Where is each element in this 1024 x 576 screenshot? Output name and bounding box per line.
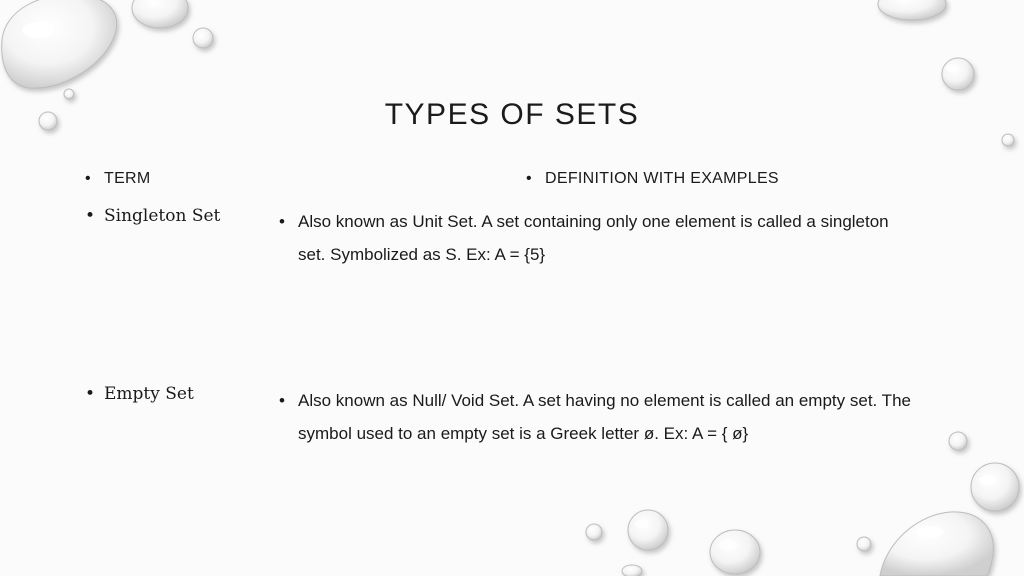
drop-right-2 xyxy=(1002,134,1014,146)
term-label: Empty Set xyxy=(104,384,194,404)
bullet-icon: • xyxy=(526,170,532,187)
drop-bottom-5 xyxy=(622,565,642,576)
definition-header-label: DEFINITION WITH EXAMPLES xyxy=(545,170,779,187)
drop-right-1 xyxy=(942,58,974,90)
drop-bottom-4 xyxy=(857,537,871,551)
definition-singleton-set xyxy=(279,205,918,271)
drop-right-4 xyxy=(971,463,1019,511)
definition-text: Also known as Unit Set. A set containing only one element is called a singleton set. Symbolized as S. Ex: A = {5} xyxy=(298,212,889,264)
drop-bottom-3 xyxy=(710,530,760,574)
bullet-icon: • xyxy=(85,170,91,187)
term-header-label: TERM xyxy=(104,170,151,187)
drop-right-3 xyxy=(949,432,967,450)
drop-top-right xyxy=(878,0,946,20)
bullet-icon: • xyxy=(279,391,285,410)
term-header xyxy=(85,170,151,188)
drop-top-left-2 xyxy=(132,0,188,28)
term-empty-set xyxy=(85,384,194,404)
drop-small-1 xyxy=(193,28,213,48)
definition-empty-set xyxy=(279,384,918,450)
bullet-icon: • xyxy=(85,384,96,404)
term-singleton-set xyxy=(85,206,221,226)
definition-text: Also known as Null/ Void Set. A set having no element is called an empty set. The symbol used to an empty set is a Greek letter ø. Ex: A = { ø} xyxy=(298,391,911,443)
drop-bottom-right-large xyxy=(880,512,993,576)
term-label: Singleton Set xyxy=(104,206,221,226)
definition-header xyxy=(526,170,779,188)
drop-top-left-large xyxy=(2,0,117,88)
slide-title: TYPES OF SETS xyxy=(384,98,640,131)
drop-bottom-2 xyxy=(586,524,602,540)
bullet-icon: • xyxy=(85,206,96,226)
bullet-icon: • xyxy=(279,212,285,231)
drop-bottom-1 xyxy=(628,510,668,550)
